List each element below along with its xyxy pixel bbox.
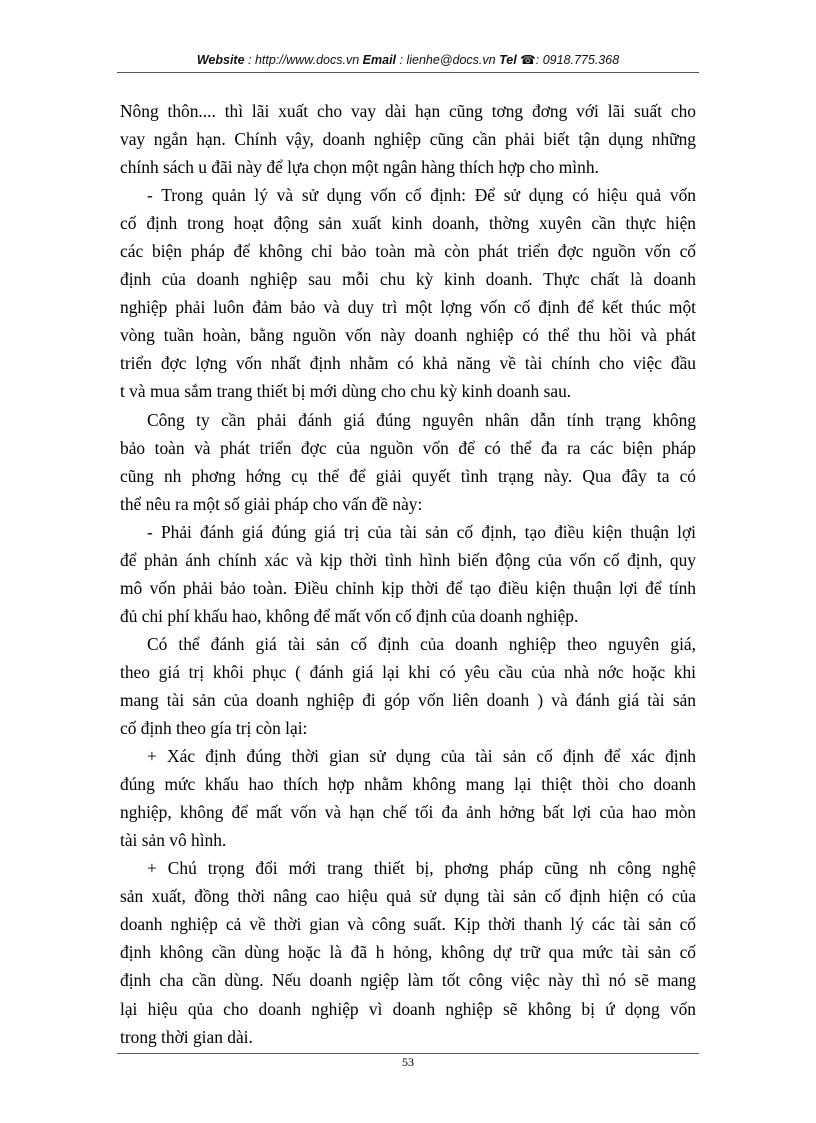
text-line: mô vốn phải bảo toàn. Điều chỉnh kịp thời để tạo điều kiện thuận lợi để tính (120, 577, 696, 598)
text-line: nghiệp phải luôn đảm bảo và duy trì một lợng vốn cố định để kết thúc một (120, 297, 696, 318)
text-line: đủ chi phí khấu hao, không để mất vốn cố định của doanh nghiệp. (120, 605, 579, 626)
text-line: t và mua sắm trang thiết bị mới dùng cho chu kỳ kinh doanh sau. (120, 381, 572, 402)
text-line: lại hiệu qủa cho doanh nghiệp vì doanh nghiệp sẽ không bị ứ dọng vốn (120, 998, 696, 1019)
text-line: trong thời gian dài. (120, 1026, 253, 1047)
text-line: thể nêu ra một số giải pháp cho vấn đề này: (120, 493, 423, 514)
text-line: + Xác định đúng thời gian sử dụng của tài sản cố định để xác định (147, 746, 696, 767)
text-line: theo giá trị khôi phục ( đánh giá lại khi có yêu cầu của nhà nớc hoặc khi (120, 661, 696, 682)
document-body (120, 97, 696, 1051)
text-line: doanh nghiệp cả về thời gian và công suất. Kịp thời thanh lý các tài sản cố (120, 914, 696, 935)
text-line: triển đợc lợng vốn nhất định nhằm có khả năng về tài chính cho việc đầu (120, 353, 696, 374)
tel-label: Tel (499, 53, 517, 67)
text-line: Có thể đánh giá tài sản cố định của doanh nghiệp theo nguyên giá, (147, 633, 696, 654)
text-line: chính sách u đãi này để lựa chọn một ngân hàng thích hợp cho mình. (120, 157, 599, 178)
website-label: Website (196, 53, 245, 67)
text-line: vay ngắn hạn. Chính vậy, doanh nghiệp cũng cần phải biết tận dụng những (120, 129, 696, 150)
text-line: định của doanh nghiệp sau mỗi chu kỳ kinh doanh. Thực chất là doanh (120, 269, 696, 290)
text-line: cũng nh phơng hớng cụ thể để giải quyết tình trạng này. Qua đây ta có (120, 465, 696, 486)
text-line: nghiệp, không để mất vốn và hạn chế tối đa ảnh hởng bất lợi của hao mòn (120, 802, 696, 823)
page-header (0, 52, 816, 67)
text-line: định không cần dùng hoặc là đã h hỏng, không dự trữ qua mức tài sản cố (120, 942, 696, 963)
text-line: định cha cần dùng. Nếu doanh ngiệp làm tốt công việc này thì nó sẽ mang (120, 970, 696, 991)
email-label: Email (362, 53, 397, 67)
text-line: sản xuất, đồng thời nâng cao hiệu quả sử dụng tài sản cố định hiện có của (120, 886, 696, 907)
text-line: các biện pháp để không chỉ bảo toàn mà còn phát triển đợc nguồn vốn cố (120, 241, 696, 262)
text-line: Công ty cần phải đánh giá đúng nguyên nhân dẫn tính trạng không (147, 409, 696, 430)
text-line: Nông thôn.... thì lãi xuất cho vay dài hạn cũng tơng đơng với lãi suất cho (120, 101, 696, 121)
text-line: - Trong quản lý và sử dụng vốn cố định: Để sử dụng có hiệu quả vốn (147, 185, 696, 206)
text-line: bảo toàn và phát triển đợc của nguồn vốn để có thể đa ra các biện pháp (120, 437, 696, 458)
header-rule (117, 72, 699, 73)
text-line: + Chú trọng đổi mới trang thiết bị, phơng pháp cũng nh công nghệ (147, 858, 696, 879)
text-line: đúng mức khấu hao thích hợp nhằm không mang lại thiệt thòi cho doanh (120, 774, 696, 795)
text-line: cố định trong hoạt động sản xuất kinh doanh, thờng xuyên cần thực hiện (120, 213, 696, 234)
text-line: tài sản vô hình. (120, 830, 227, 851)
text-line: - Phải đánh giá đúng giá trị của tài sản cố định, tạo điều kiện thuận lợi (147, 521, 696, 542)
text-line: vòng tuần hoàn, bằng nguồn vốn này doanh nghiệp có thể thu hồi và phát (120, 325, 696, 346)
phone-icon: ☎ (520, 53, 536, 67)
website-value: : http://www.docs.vn (248, 53, 360, 67)
page-number: 53 (402, 1055, 414, 1069)
text-line: cố định theo gía trị còn lại: (120, 718, 308, 739)
tel-value: : 0918.775.368 (535, 53, 620, 67)
footer-rule (117, 1053, 699, 1054)
text-line: mang tài sản của doanh nghiệp đi góp vốn liên doanh ) và đánh giá tài sản (120, 689, 696, 710)
email-value: : lienhe@docs.vn (399, 53, 496, 67)
text-line: để phản ánh chính xác và kịp thời tình hình biến động của vốn cố định, quy (120, 549, 696, 570)
